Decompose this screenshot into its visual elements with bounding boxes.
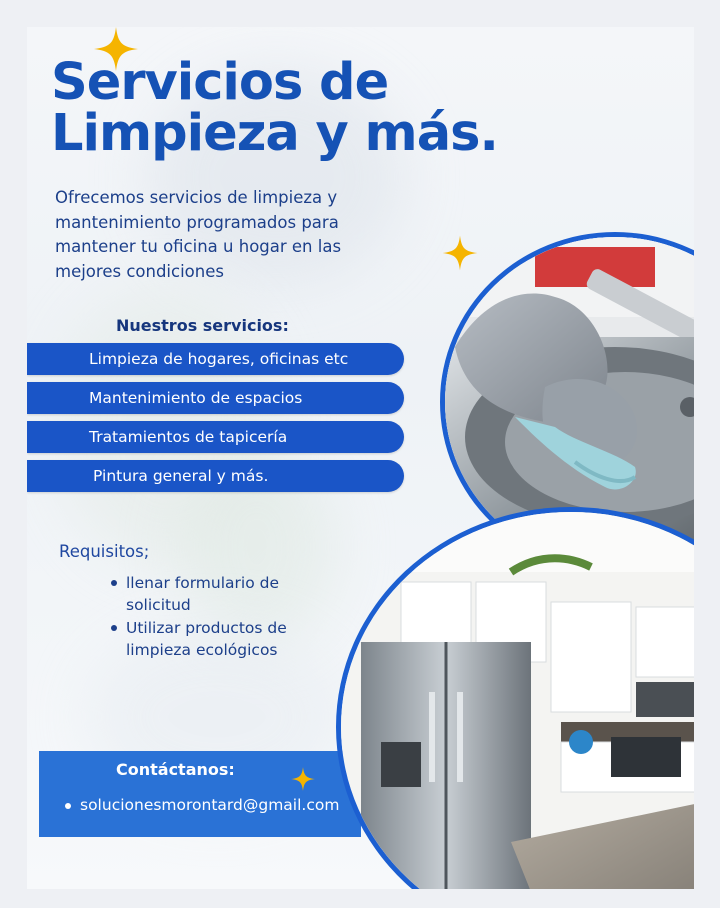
service-label: Mantenimiento de espacios [89, 389, 303, 407]
service-label: Limpieza de hogares, oficinas etc [89, 350, 349, 368]
requirement-item: llenar formulario de solicitud [107, 572, 307, 616]
kitchen-illustration [341, 512, 694, 889]
sparkle-icon [290, 766, 316, 792]
intro-text: Ofrecemos servicios de limpieza y mantenimiento programados para mantener tu oficina u hogar en las mejores condiciones [55, 188, 342, 281]
contact-heading: Contáctanos: [116, 760, 235, 779]
service-pill [27, 421, 404, 453]
requirement-item: Utilizar productos de limpieza ecológicos [107, 617, 307, 661]
title-line-1: Servicios de [51, 53, 389, 112]
requirements-heading: Requisitos; [59, 542, 150, 561]
requirements-list [107, 572, 307, 662]
page-title [51, 53, 498, 163]
service-pill [27, 382, 404, 414]
flyer [27, 27, 694, 889]
services-heading: Nuestros servicios: [116, 316, 289, 335]
kitchen-photo [336, 507, 694, 889]
service-pill [27, 460, 404, 492]
service-pill [27, 343, 404, 375]
service-label: Pintura general y más. [93, 467, 269, 485]
contact-email-link[interactable]: solucionesmorontard@gmail.com [65, 796, 339, 814]
contact-box [39, 751, 361, 837]
title-line-2: Limpieza y más. [51, 104, 498, 163]
sparkle-icon [441, 234, 479, 272]
service-label: Tratamientos de tapicería [89, 428, 288, 446]
